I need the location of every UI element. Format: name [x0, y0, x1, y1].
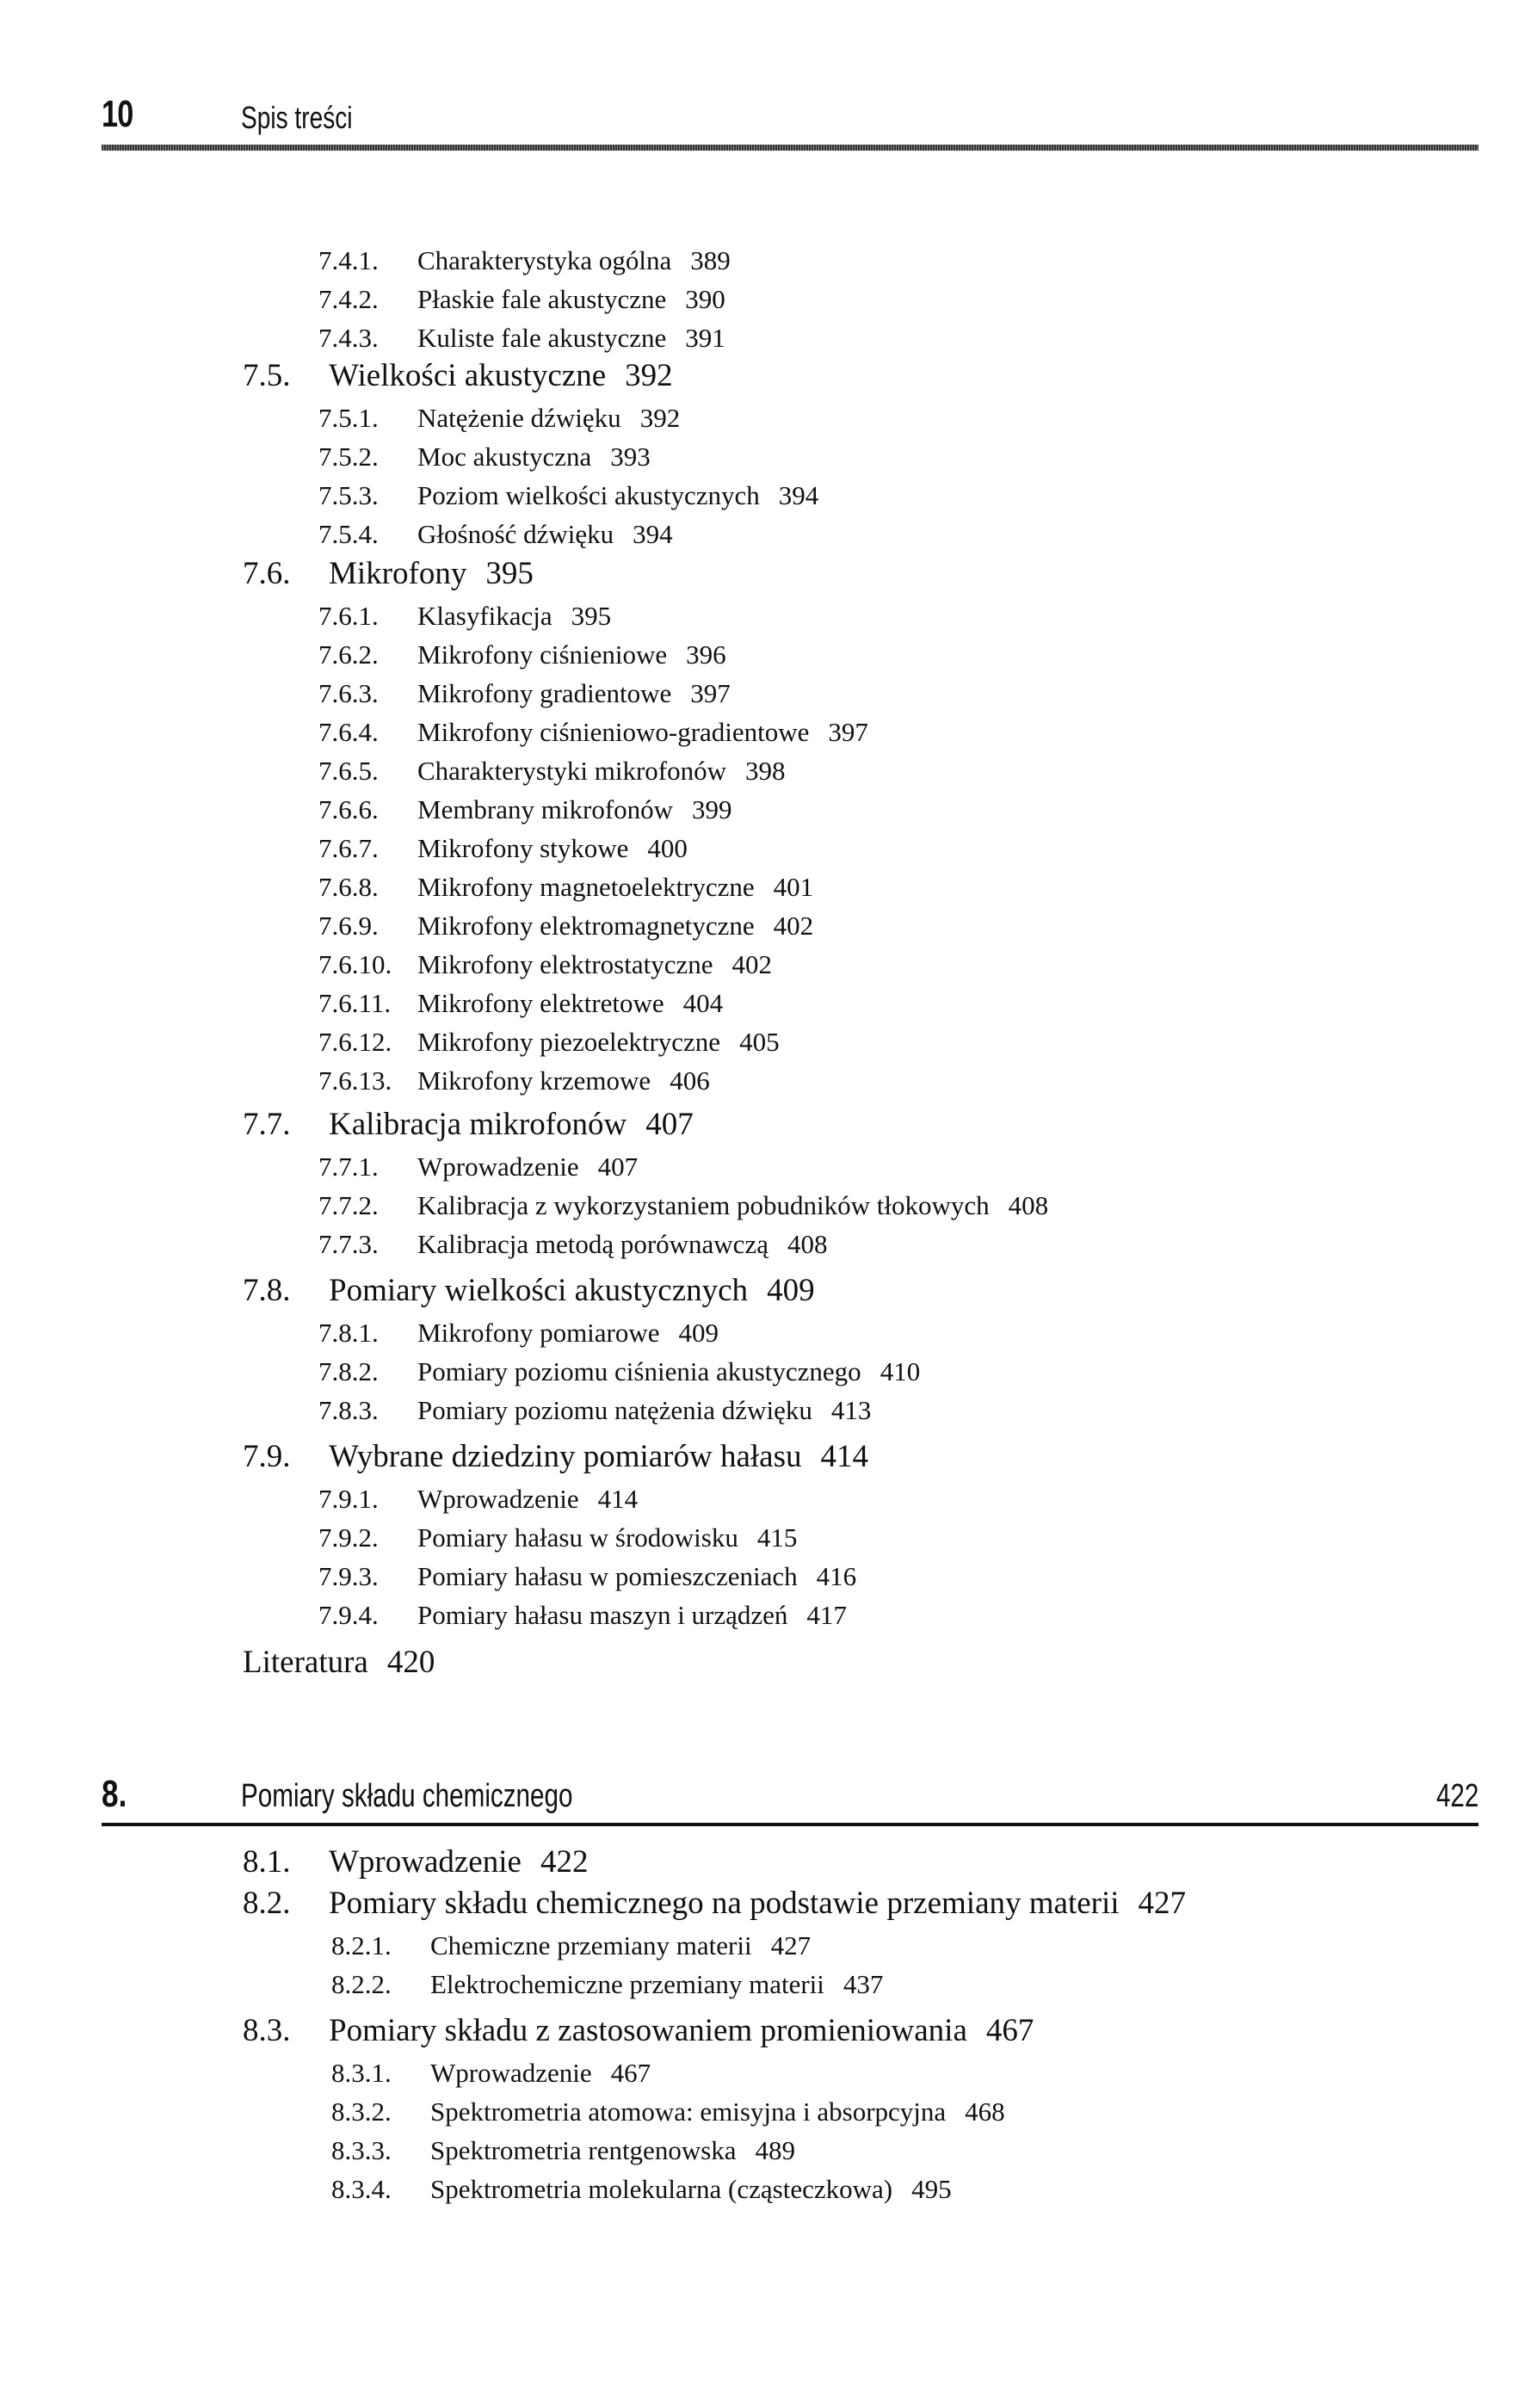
toc-section: 8.3. Pomiary składu z zastosowaniem promieniowania 467 — [243, 2013, 1034, 2048]
toc-entry: 7.6.4. Mikrofony ciśnieniowo-gradientowe 397 — [318, 717, 868, 747]
toc-entry: 7.6.6. Membrany mikrofonów 399 — [318, 794, 732, 824]
toc-entry: 7.7.2. Kalibracja z wykorzystaniem pobudników tłokowych 408 — [318, 1190, 1049, 1220]
toc-entry: 7.4.3. Kuliste fale akustyczne 391 — [318, 323, 725, 353]
toc-entry: 7.6.13. Mikrofony krzemowe 406 — [318, 1065, 710, 1096]
toc-entry: 7.5.4. Głośność dźwięku 394 — [318, 519, 673, 549]
chapter-rule — [102, 1823, 1478, 1826]
chapter-page: 422 — [1435, 1778, 1478, 1814]
page-number: 10 — [102, 93, 133, 135]
toc-entry: 8.3.4. Spektrometria molekularna (cząsteczkowa) 495 — [331, 2174, 952, 2204]
toc-entry: 7.6.2. Mikrofony ciśnieniowe 396 — [318, 639, 726, 670]
toc-section: 8.2. Pomiary składu chemicznego na podstawie przemiany materii 427 — [243, 1886, 1187, 1921]
toc-entry: 7.6.7. Mikrofony stykowe 400 — [318, 833, 688, 863]
toc-section: 8.1. Wprowadzenie 422 — [243, 1844, 589, 1880]
toc-entry: 7.6.8. Mikrofony magnetoelektryczne 401 — [318, 872, 814, 902]
toc-entry: 7.8.3. Pomiary poziomu natężenia dźwięku 413 — [318, 1395, 872, 1425]
toc-entry: 8.3.2. Spektrometria atomowa: emisyjna i absorpcyjna 468 — [331, 2096, 1005, 2127]
toc-entry: 7.6.9. Mikrofony elektromagnetyczne 402 — [318, 911, 814, 941]
toc-entry: 7.9.1. Wprowadzenie 414 — [318, 1484, 639, 1514]
toc-section: 7.9. Wybrane dziedziny pomiarów hałasu 414 — [243, 1439, 868, 1474]
toc-entry: 7.5.1. Natężenie dźwięku 392 — [318, 403, 681, 433]
toc-literatura: Literatura 420 — [243, 1645, 435, 1680]
toc-entry: 7.8.1. Mikrofony pomiarowe 409 — [318, 1318, 719, 1348]
running-head-title: Spis treści — [241, 100, 353, 135]
toc-entry: 8.3.1. Wprowadzenie 467 — [331, 2058, 651, 2088]
toc-entry: 7.4.2. Płaskie fale akustyczne 390 — [318, 284, 725, 314]
toc-entry: 7.6.11. Mikrofony elektretowe 404 — [318, 988, 724, 1018]
toc-entry: 7.4.1. Charakterystyka ogólna 389 — [318, 245, 731, 275]
toc-entry: 7.7.3. Kalibracja metodą porównawczą 408 — [318, 1229, 828, 1259]
toc-entry: 7.6.5. Charakterystyki mikrofonów 398 — [318, 756, 786, 786]
toc-entry: 7.6.3. Mikrofony gradientowe 397 — [318, 678, 731, 708]
chapter-number: 8. — [102, 1773, 127, 1815]
toc-section: 7.5. Wielkości akustyczne 392 — [243, 358, 673, 393]
toc-entry: 7.8.2. Pomiary poziomu ciśnienia akustycznego 410 — [318, 1356, 921, 1386]
toc-entry: 7.9.2. Pomiary hałasu w środowisku 415 — [318, 1522, 798, 1553]
running-head-rule — [102, 145, 1478, 151]
toc-entry: 8.2.1. Chemiczne przemiany materii 427 — [331, 1930, 812, 1960]
toc-entry: 7.9.4. Pomiary hałasu maszyn i urządzeń 417 — [318, 1600, 847, 1630]
toc-entry: 8.3.3. Spektrometria rentgenowska 489 — [331, 2135, 796, 2165]
toc-entry: 7.6.10. Mikrofony elektrostatyczne 402 — [318, 949, 772, 979]
chapter-title: Pomiary składu chemicznego — [241, 1778, 573, 1814]
chapter-heading — [102, 1773, 1478, 1842]
toc-section: 7.7. Kalibracja mikrofonów 407 — [243, 1107, 694, 1142]
toc-entry: 7.5.2. Moc akustyczna 393 — [318, 441, 651, 472]
toc-entry: 7.7.1. Wprowadzenie 407 — [318, 1152, 639, 1182]
toc-entry: 7.6.12. Mikrofony piezoelektryczne 405 — [318, 1027, 780, 1057]
toc-entry: 7.6.1. Klasyfikacja 395 — [318, 601, 612, 631]
toc-entry: 7.9.3. Pomiary hałasu w pomieszczeniach 416 — [318, 1561, 857, 1591]
toc-section: 7.8. Pomiary wielkości akustycznych 409 — [243, 1273, 815, 1308]
toc-section: 7.6. Mikrofony 395 — [243, 556, 534, 591]
toc-entry: 7.5.3. Poziom wielkości akustycznych 394 — [318, 480, 819, 510]
toc-entry: 8.2.2. Elektrochemiczne przemiany materii 437 — [331, 1969, 884, 1999]
